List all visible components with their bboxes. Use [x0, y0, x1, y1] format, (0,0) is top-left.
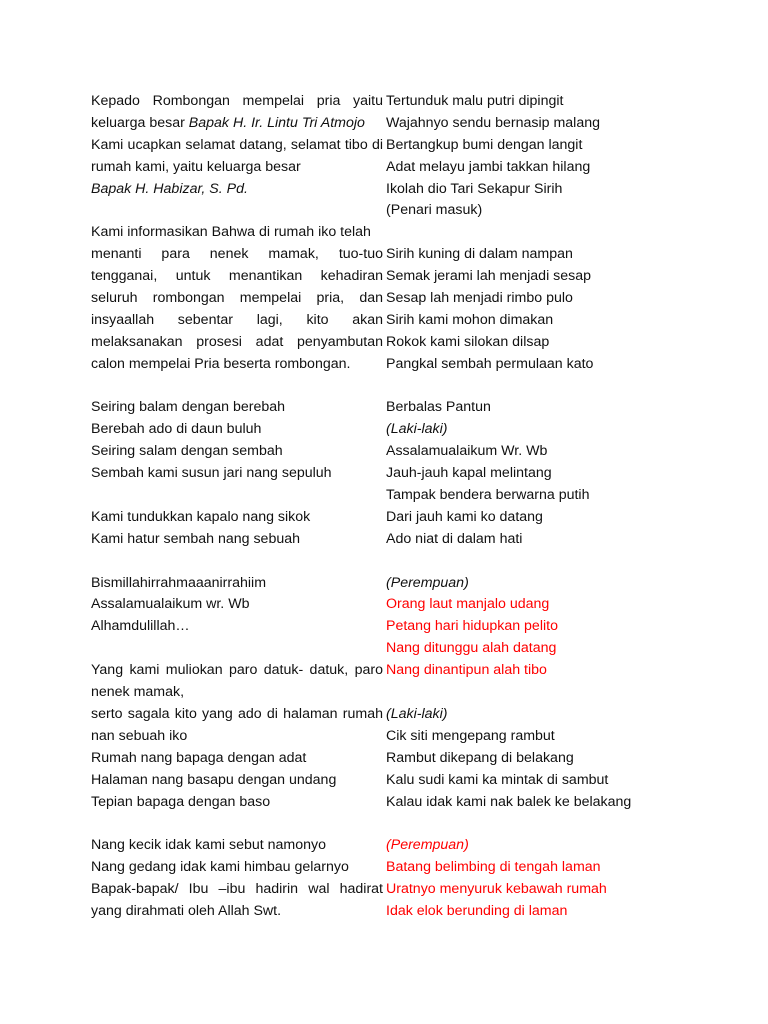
right-column-text: Sirih kuning di dalam nampan [386, 246, 573, 263]
left-column-line [91, 792, 383, 814]
left-column-text: Halaman nang basapu dengan undang [91, 771, 337, 788]
right-column-text: (Penari masuk) [386, 202, 483, 219]
left-column-line [91, 441, 383, 463]
right-column-spacer [386, 376, 686, 398]
left-column-text: Yang kami muliokan paro datuk- datuk, paro [91, 662, 383, 679]
right-column-text: Bertangkup bumi dengan langit [386, 136, 583, 153]
left-column-line [91, 222, 383, 244]
left-column-line [91, 113, 383, 135]
right-column-text: Petang hari hidupkan pelito [386, 618, 558, 635]
right-column-text: Nang dinantipun alah tibo [386, 662, 547, 679]
right-column-text: Semak jerami lah menjadi sesap [386, 268, 592, 285]
right-column-line [386, 179, 686, 201]
left-column-line [91, 529, 383, 551]
right-column-spacer [386, 682, 686, 704]
right-column-line [386, 200, 686, 222]
left-column-text: Tepian bapaga dengan baso [91, 793, 271, 810]
left-column-line [91, 310, 383, 332]
left-column-text: Rumah nang bapaga dengan adat [91, 749, 307, 766]
right-column-line [386, 310, 686, 332]
left-column-text: Berebah ado di daun buluh [91, 421, 262, 438]
left-column-text: Nang gedang idak kami himbau gelarnyo [91, 859, 349, 876]
left-column-text: nan sebuah iko [91, 727, 188, 744]
left-column-text: menanti para nenek mamak, tuo-tuo [91, 246, 383, 263]
left-column-line [91, 244, 383, 266]
right-column-text: Batang belimbing di tengah laman [386, 859, 601, 876]
right-column-text: Dari jauh kami ko datang [386, 508, 543, 525]
left-column-text: yang dirahmati oleh Allah Swt. [91, 902, 282, 919]
right-column-text: Sirih kami mohon dimakan [386, 311, 554, 328]
left-column-text: Kami hatur sembah nang sebuah [91, 530, 301, 547]
left-column-line [91, 135, 383, 157]
right-column-line [386, 91, 686, 113]
right-column-line [386, 770, 686, 792]
right-column-text: (Perempuan) [386, 837, 469, 854]
left-column-text: Bismillahirrahmaaanirrahiim [91, 574, 267, 591]
left-column-line [91, 157, 383, 179]
right-column-text: (Perempuan) [386, 574, 469, 591]
left-column-text: Alhamdulillah… [91, 618, 190, 635]
right-column-line [386, 463, 686, 485]
left-column-text: rumah kami, yaitu keluarga besar [91, 158, 301, 175]
right-column-line [386, 573, 686, 595]
right-column-line [386, 266, 686, 288]
left-column-line [91, 748, 383, 770]
left-column-line [91, 573, 383, 595]
right-column-line [386, 244, 686, 266]
left-column-spacer [91, 551, 383, 573]
right-column-text: Ikolah dio Tari Sekapur Sirih [386, 180, 563, 197]
left-column-spacer [91, 485, 383, 507]
left-column-text: Bapak H. Ir. Lintu Tri Atmojo [188, 114, 365, 131]
right-column-line [386, 419, 686, 441]
right-column-text: Tertunduk malu putri dipingit [386, 93, 564, 109]
left-column-text: insyaallah sebentar lagi, kito akan [91, 311, 383, 328]
right-column-line [386, 354, 686, 376]
right-column-line [386, 594, 686, 616]
right-column-line [386, 857, 686, 879]
right-column-line [386, 529, 686, 551]
left-column-line [91, 397, 383, 419]
right-column-text: Ado niat di dalam hati [386, 530, 523, 547]
left-column-spacer [91, 638, 383, 660]
right-column-text: Orang laut manjalo udang [386, 596, 550, 613]
right-column-text: Uratnyo menyuruk kebawah rumah [386, 881, 607, 898]
right-column-line [386, 704, 686, 726]
left-column-text: Bapak H. Habizar, S. Pd. [91, 180, 248, 197]
right-column-text: Assalamualaikum Wr. Wb [386, 443, 548, 460]
left-column-line [91, 179, 383, 201]
right-column-text: Cik siti mengepang rambut [386, 727, 555, 744]
right-column-text: Tampak bendera berwarna putih [386, 487, 590, 504]
left-column-line [91, 835, 383, 857]
right-column-line [386, 135, 686, 157]
right-column-line [386, 792, 686, 814]
right-column-line [386, 507, 686, 529]
left-column-text: Sembah kami susun jari nang sepuluh [91, 465, 332, 482]
right-column-line [386, 879, 686, 901]
right-column-line [386, 113, 686, 135]
left-column-text: Kepado Rombongan mempelai pria yaitu [91, 93, 383, 109]
right-column-line [386, 616, 686, 638]
right-column-text: (Laki-laki) [386, 705, 448, 722]
left-column-text: Nang kecik idak kami sebut namonyo [91, 837, 327, 854]
left-column-text: tengganai, untuk menantikan kehadiran [91, 268, 383, 285]
left-column-spacer [91, 813, 383, 835]
right-column [386, 91, 686, 923]
right-column-text: Wajahnyo sendu bernasip malang [386, 114, 600, 131]
right-column-line [386, 485, 686, 507]
right-column-line [386, 157, 686, 179]
left-column-text: Kami tundukkan kapalo nang sikok [91, 508, 311, 525]
right-column-line [386, 901, 686, 923]
right-column-text: Kalu sudi kami ka mintak di sambut [386, 771, 609, 788]
left-column-line [91, 901, 383, 923]
right-column-line [386, 332, 686, 354]
right-column-line [386, 835, 686, 857]
left-column-line [91, 266, 383, 288]
left-column-text: Seiring salam dengan sembah [91, 443, 283, 460]
right-column-line [386, 441, 686, 463]
left-column [91, 91, 383, 923]
left-column-line [91, 682, 383, 704]
left-column-line [91, 463, 383, 485]
right-column-text: Pangkal sembah permulaan kato [386, 355, 594, 372]
left-column-text: seluruh rombongan mempelai pria, dan [91, 290, 383, 307]
left-column-line [91, 594, 383, 616]
right-column-text: Sesap lah menjadi rimbo pulo [386, 290, 573, 307]
left-column-text: serto sagala kito yang ado di halaman rumah [91, 705, 383, 722]
left-column-line [91, 879, 383, 901]
right-column-text: Rokok kami silokan dilsap [386, 333, 550, 350]
right-column-text: Berbalas Pantun [386, 399, 491, 416]
left-column-text: nenek mamak, [91, 684, 185, 701]
right-column-line [386, 288, 686, 310]
right-column-line [386, 748, 686, 770]
left-column-spacer [91, 200, 383, 222]
left-column-text: Assalamualaikum wr. Wb [91, 596, 250, 613]
left-column-line [91, 726, 383, 748]
right-column-text: Idak elok berunding di laman [386, 902, 568, 919]
left-column-spacer [91, 376, 383, 398]
left-column-line [91, 616, 383, 638]
right-column-text: Rambut dikepang di belakang [386, 749, 574, 766]
left-column-line [91, 857, 383, 879]
left-column-text: Seiring balam dengan berebah [91, 399, 286, 416]
left-column-text: calon mempelai Pria beserta rombongan. [91, 355, 351, 372]
left-column-line [91, 354, 383, 376]
left-column-line [91, 704, 383, 726]
right-column-line [386, 397, 686, 419]
left-column-text: Kami informasikan Bahwa di rumah iko telah [91, 224, 371, 241]
right-column-spacer [386, 813, 686, 835]
right-column-line [386, 638, 686, 660]
left-column-text: Bapak-bapak/ Ibu –ibu hadirin wal hadirat [91, 881, 383, 898]
left-column-line [91, 91, 383, 113]
right-column-line [386, 726, 686, 748]
right-column-text: Kalau idak kami nak balek ke belakang [386, 793, 632, 810]
left-column-line [91, 770, 383, 792]
right-column-spacer [386, 551, 686, 573]
right-column-text: Nang ditunggu alah datang [386, 640, 557, 657]
right-column-line [386, 660, 686, 682]
left-column-line [91, 660, 383, 682]
left-column-line [91, 288, 383, 310]
right-column-text: Adat melayu jambi takkan hilang [386, 158, 591, 175]
left-column-text: keluarga besar [91, 114, 189, 131]
right-column-spacer [386, 222, 686, 244]
left-column-line [91, 419, 383, 441]
left-column-line [91, 332, 383, 354]
right-column-text: (Laki-laki) [386, 421, 448, 438]
right-column-text: Jauh-jauh kapal melintang [386, 465, 552, 482]
left-column-text: melaksanakan prosesi adat penyambutan [91, 333, 383, 350]
left-column-line [91, 507, 383, 529]
left-column-text: Kami ucapkan selamat datang, selamat tibo di [91, 136, 383, 153]
